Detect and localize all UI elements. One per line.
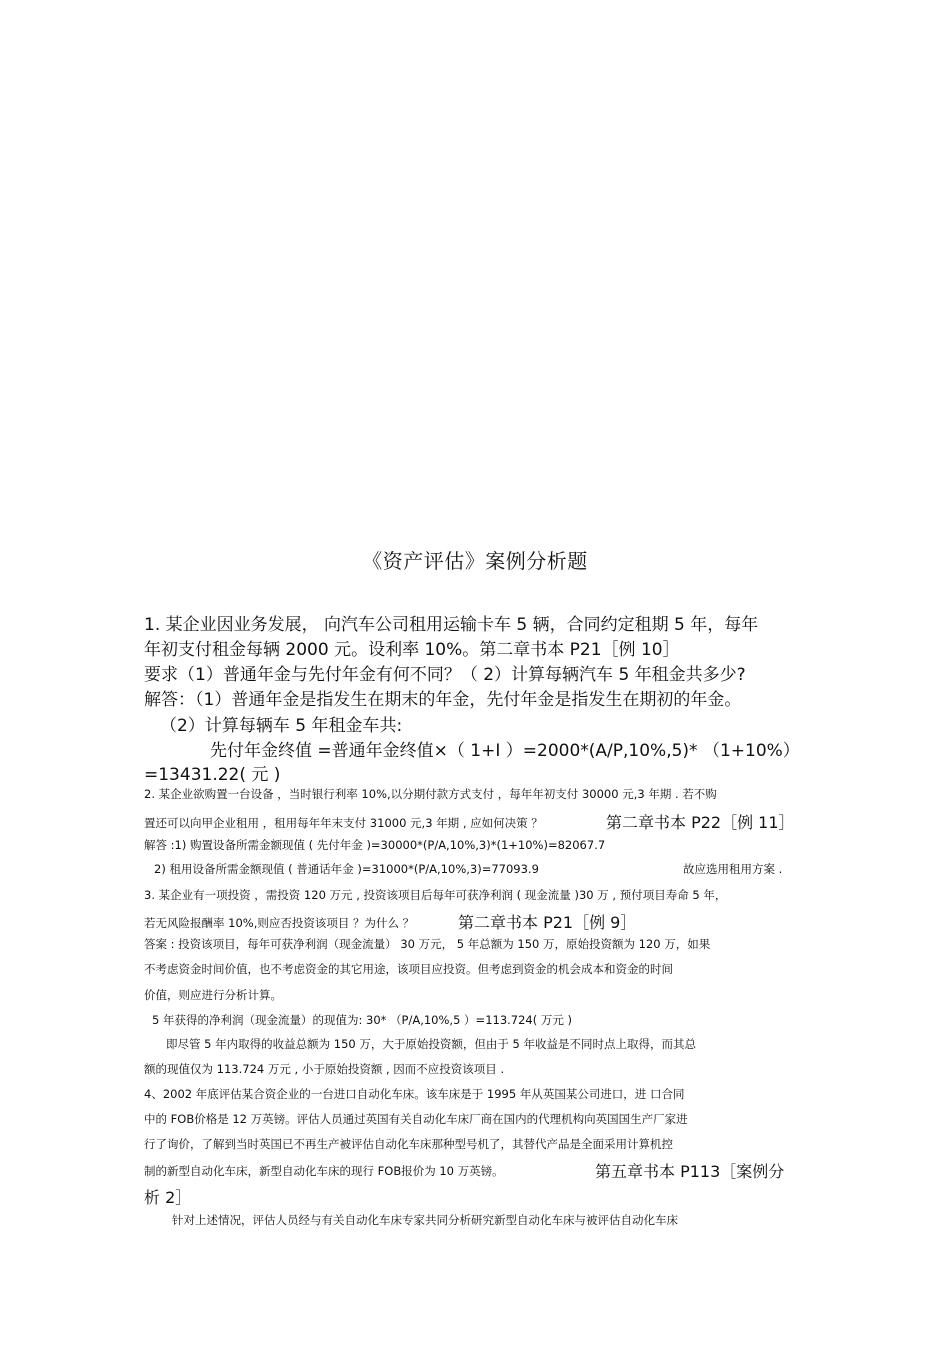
text-line: 解答：（1）普通年金是指发生在期末的年金，先付年金是指发生在期初的年金。 xyxy=(144,690,742,710)
text-line: 制的新型自动化车床，新型自动化车床的现行 FOB报价为 10 万英镑。 xyxy=(144,1164,504,1178)
text-line: 价值，则应进行分析计算。 xyxy=(144,988,282,1002)
text-line: 额的现值仅为 113.724 万元 , 小于原始投资额 , 因而不应投资该项目 . xyxy=(144,1062,505,1076)
text-line: 中的 FOB价格是 12 万英镑。评估人员通过英国有关自动化车床厂商在国内的代理机构向英国国生产厂家进 xyxy=(144,1112,688,1126)
text-line: 行了询价，了解到当时英国已不再生产被评估自动化车床那种型号机了，其替代产品是全面采用计算机控 xyxy=(144,1137,673,1151)
text-line: 针对上述情况，评估人员经与有关自动化车床专家共同分析研究新型自动化车床与被评估自动化车床 xyxy=(172,1213,678,1227)
text-line: 2) 租用设备所需金额现值 ( 普通话年金 )=31000*(P/A,10%,3)=77093.9 xyxy=(154,862,539,876)
text-line: 要求（1）普通年金与先付年金有何不同？（ 2）计算每辆汽车 5 年租金共多少? xyxy=(144,665,746,685)
text-line: 先付年金终值 =普通年金终值×（ 1+I ）=2000*(A/P,10%,5)* （1+10%） xyxy=(210,741,800,761)
text-line: 置还可以向甲企业租用 ，租用每年年末支付 31000 元,3 年期 , 应如何决策 ？ xyxy=(144,816,543,830)
text-line: 若无风险报酬率 10%,则应否投资该项目 ？为什么 ？ xyxy=(144,916,415,930)
text-line: 1. 某企业因业务发展， 向汽车公司租用运输卡车 5 辆，合同约定租期 5 年，每年 xyxy=(144,615,759,635)
text-line: 4、2002 年底评估某合资企业的一台进口自动化车床。该车床是于 1995 年从英国某公司进口，进 口合同 xyxy=(144,1087,685,1101)
text-line: 解答 :1) 购置设备所需金额现值 ( 先付年金 )=30000*(P/A,10%,3)*(1+10%)=82067.7 xyxy=(144,838,606,852)
chapter-reference: 第二章书本 P21［例 9］ xyxy=(458,913,637,932)
text-line: 故应选用租用方案 . xyxy=(683,862,783,876)
text-line: 2. 某企业欲购置一台设备 ，当时银行利率 10%,以分期付款方式支付 ，每年年初支付 30000 元,3 年期 . 若不购 xyxy=(144,787,717,801)
text-line: 3. 某企业有一项投资 ，需投资 120 万元 , 投资该项目后每年可获净利润 ( 现金流量 )30 万 , 预付项目寿命 5 年， xyxy=(144,888,727,902)
chapter-reference: 析 2］ xyxy=(144,1188,192,1207)
text-line: 5 年获得的净利润（现金流量）的现值为: 30* （P/A,10%,5 ）=113.724( 万元 ) xyxy=(152,1013,573,1027)
text-line: 答案 : 投资该项目，每年可获净利润（现金流量） 30 万元， 5 年总额为 150 万，原始投资额为 120 万，如果 xyxy=(144,937,711,951)
text-line: 年初支付租金每辆 2000 元。设利率 10%。第二章书本 P21［例 10］ xyxy=(144,640,680,660)
chapter-reference: 第二章书本 P22［例 11］ xyxy=(606,813,795,832)
chapter-reference: 第五章书本 P113［案例分 xyxy=(595,1162,785,1181)
text-line: 不考虑资金时间价值，也不考虑资金的其它用途，该项目应投资。但考虑到资金的机会成本和资金的时间 xyxy=(144,962,673,976)
text-line: （2）计算每辆车 5 年租金车共: xyxy=(160,716,403,736)
document-title: 《资产评估》案例分析题 xyxy=(362,549,588,573)
text-line: 即尽管 5 年内取得的收益总额为 150 万，大于原始投资额，但由于 5 年收益是不同时点上取得，而其总 xyxy=(166,1037,697,1051)
text-line: =13431.22( 元 ) xyxy=(144,765,281,785)
